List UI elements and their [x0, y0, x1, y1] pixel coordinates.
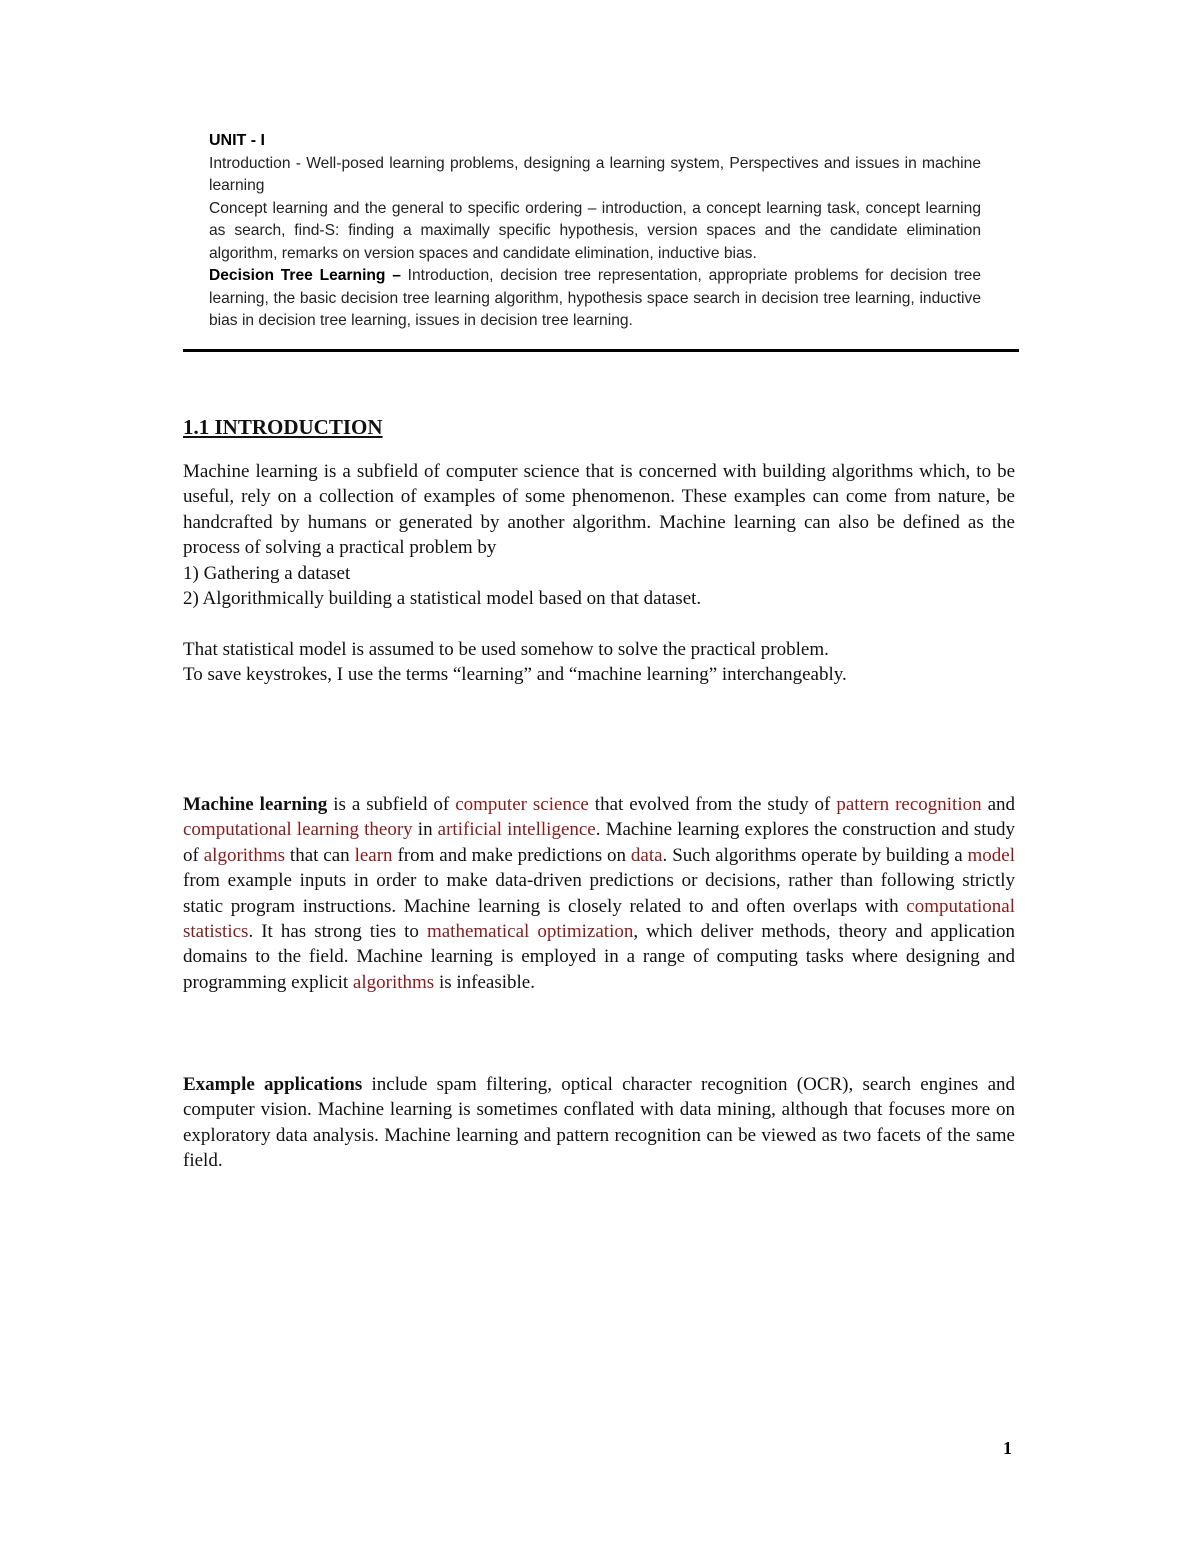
text-run: is a subfield of	[327, 794, 456, 815]
syllabus-introduction: Introduction - Well-posed learning problems, designing a learning system, Perspectives and issues in machine learning	[209, 154, 981, 194]
link-algorithms[interactable]: algorithms	[203, 844, 286, 866]
section-heading: 1.1 INTRODUCTION	[183, 415, 383, 439]
statistical-model-line: That statistical model is assumed to be used somehow to solve the practical problem.	[183, 639, 829, 660]
link-data[interactable]: data	[630, 844, 663, 866]
ml-definition-paragraph	[183, 792, 1015, 995]
text-run: . It has strong ties to	[248, 921, 427, 943]
link-learn[interactable]: learn	[354, 844, 393, 866]
keystrokes-line: To save keystrokes, I use the terms “learning” and “machine learning” interchangeably.	[183, 664, 847, 686]
decision-tree-text: Introduction, decision tree representation, appropriate problems for decision tree learning, the basic decision tree learning algorithm, hypothesis space search in decision tree learning, inductive bias in decision tree learning, issues in decision tree learning.	[209, 267, 981, 329]
link-computational-statistics[interactable]: computational statistics	[183, 895, 1015, 943]
page-number: 1	[1003, 1438, 1012, 1458]
examples-block	[183, 1072, 1015, 1174]
text-run: from and make predictions on	[392, 844, 631, 866]
link-pattern-recognition[interactable]: pattern recognition	[836, 794, 982, 815]
text-run: that can	[285, 844, 355, 866]
ml-bold-term: Machine learning	[183, 794, 328, 815]
link-algorithms-2[interactable]: algorithms	[352, 971, 435, 993]
link-model[interactable]: model	[967, 844, 1016, 866]
intro-paragraph: Machine learning is a subfield of computer science that is concerned with building algorithms which, to be useful, rely on a collection of examples of some phenomenon. These examples can come from nature, be handcrafted by humans or generated by another algorithm. Machine learning can also be defined as the process of solving a practical problem by	[183, 461, 1015, 559]
intro-block	[183, 459, 1015, 611]
step-one: 1) Gathering a dataset	[183, 562, 351, 584]
link-mathematical-optimization[interactable]: mathematical optimization	[426, 921, 634, 943]
text-run: in	[412, 819, 438, 841]
text-run: that evolved from the study of	[588, 794, 837, 815]
examples-paragraph	[183, 1072, 1015, 1174]
step-two: 2) Algorithmically building a statistical model based on that dataset.	[183, 588, 702, 610]
syllabus-box	[209, 130, 981, 333]
decision-tree-label: Decision Tree Learning –	[209, 267, 401, 284]
text-run: . Machine learning explores the construction and study of	[183, 819, 1016, 866]
text-run: and	[981, 794, 1016, 815]
ml-definition-block	[183, 792, 1015, 995]
text-run: . Such algorithms operate by building a	[662, 844, 968, 866]
text-run: , which deliver methods, theory and application domains to the field. Machine learning is employed in a range of computing tasks where designing and programming explicit	[183, 921, 1015, 993]
link-computer-science[interactable]: computer science	[455, 794, 589, 815]
examples-text: include spam filtering, optical character recognition (OCR), search engines and computer vision. Machine learning is sometimes conflated with data mining, although that focuses more on exploratory data analysis. Machine learning and pattern recognition can be viewed as two facets of the same field.	[183, 1074, 1015, 1172]
link-computational-learning-theory[interactable]: computational learning theory	[183, 819, 413, 841]
text-run: is infeasible.	[434, 971, 535, 993]
syllabus-decision-tree	[209, 265, 981, 333]
syllabus-concept-learning: Concept learning and the general to specific ordering – introduction, a concept learning task, concept learning as search, find-S: finding a maximally specific hypothesis, version spaces and the candidate elimination algorithm, remarks on version spaces and candidate elimination, inductive bias.	[209, 199, 981, 262]
horizontal-divider	[183, 349, 1019, 352]
statistical-model-block	[183, 637, 1015, 688]
examples-bold-term: Example applications	[183, 1074, 363, 1095]
unit-title: UNIT - I	[209, 132, 265, 149]
link-artificial-intelligence[interactable]: artificial intelligence	[437, 819, 596, 841]
text-run: from example inputs in order to make data-driven predictions or decisions, rather than following strictly static program instructions. Machine learning is closely related to and often overlaps with	[183, 870, 1015, 917]
